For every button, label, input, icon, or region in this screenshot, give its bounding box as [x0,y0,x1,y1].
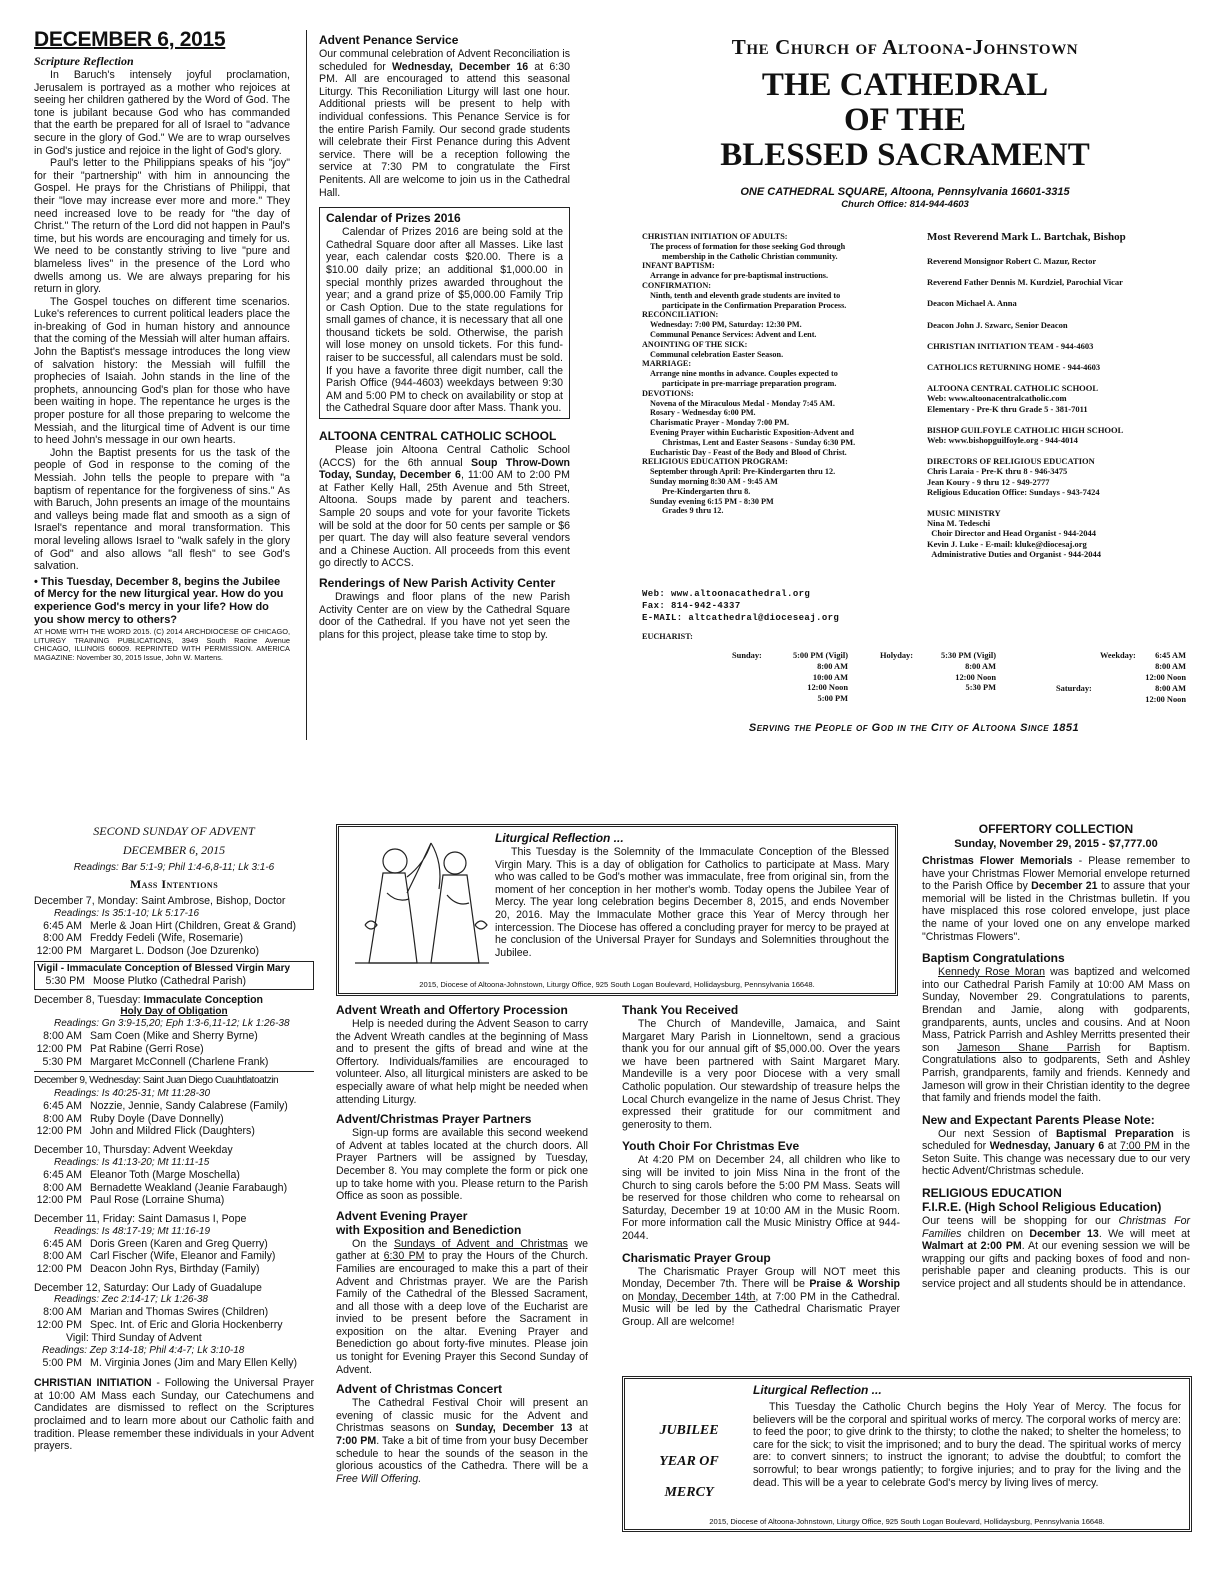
intention-row [34,1182,314,1195]
reflection-paragraph: In Baruch's intensely joyful proclamation, Jerusalem is portrayed as a mother who rejoices at seeing her children gathered by the Word of God. The tone is jubilant because God who has commanded that the earth be prepared for all of Israel to "advance secure in the glory of God." We are to wrap ourselves in God's justice and rejoice in the light of God's glory. [34,69,290,157]
intention-row [34,1263,314,1276]
cathedral-title-line3: BLESSED SACRAMENT [720,137,1090,173]
religious-education-title: RELIGIOUS EDUCATION [922,1186,1062,1201]
liturgical-sunday: SECOND SUNDAY OF ADVENT [93,824,255,838]
sacrament-detail: Evening Prayer within Eucharistic Exposition-Advent and [650,427,854,437]
staff-directory [927,231,1189,570]
sacrament-detail: participate in pre-marriage preparation program. [662,378,837,388]
sacrament-detail: Grades 9 thru 12. [662,506,724,516]
sacrament-detail: Arrange nine months in advance. Couples expected to [650,369,838,379]
church-name: The Church of Altoona-Johnstown [731,35,1079,59]
intention-text: John and Mildred Flick (Daughters) [90,1125,255,1138]
prizes-title: Calendar of Prizes 2016 [326,211,461,226]
mass-time: 6:45 AM [43,919,82,932]
sacrament-detail: Communal Penance Services: Advent and Lent. [650,329,817,339]
intention-text: Marian and Thomas Swires (Children) [90,1306,269,1319]
mass-time: 8:00 AM [43,932,82,945]
mass-time: 12:00 PM [36,1319,82,1332]
youth-choir-text: At 4:20 PM on December 24, all children who like to sing will be invited to join Miss Nina in the front of the Church to sing carols before the 5:00 PM Mass. Seats will be reserved for those children who come to rehearsal on Saturday, December 19 at 10:00 AM in the Music Room. For more information call the Music Ministry Office at 944-2044. [622,1154,900,1242]
intention-row [34,945,314,958]
intention-row [34,932,314,945]
jubilee-line: JUBILEE [659,1423,719,1438]
intention-rows [34,1306,314,1331]
sacraments-list [642,232,922,516]
vigil-box [34,961,314,990]
intention-row [34,1056,314,1069]
intention-text: Nozzie, Jennie, Sandy Calabrese (Family) [90,1100,288,1113]
intention-row [34,1306,314,1319]
liturgical-reflection-text: This Tuesday is the Solemnity of the Immaculate Conception of the Blessed Virgin Mary. This is a day of obligation for Catholics to participate at Mass. Mary who was called to be God's mother was immaculate, free from original sin, from the moment of her conception in her mother's womb. Today opens the Jubilee Year of Mercy. The year long celebration begins December 8, 2015, and ends November 20, 2016. May the Immaculate Mother grace this Year of Mercy through her intercession. The Diocese has offered a concluding prayer for mercy to be prayed at he conclusion of the Universal Prayer for Sundays and Solemnities throughout the Jubilee. [495,846,889,959]
intention-text: Sam Coen (Mike and Sherry Byrne) [90,1030,258,1043]
sunday-readings: Readings: Bar 5:1-9; Phil 1:4-6,8-11; Lk 3:1-6 [73,862,275,873]
sacrament-detail: Rosary - Wednesday 6:00 PM. [650,408,756,418]
parish-fax: Fax: 814-942-4337 [642,601,741,611]
intention-day: December 12, Saturday: Our Lady of Guadalupe [34,1281,262,1294]
intention-row [34,1030,314,1043]
baptism-title: Baptism Congratulations [922,951,1065,966]
saturday-times [1122,684,1186,706]
intention-row [37,975,311,988]
weekday-times [1122,651,1186,683]
intention-row [34,1125,314,1138]
mass-time: 8:00 AM [43,1112,82,1125]
intention-rows [34,1357,314,1370]
sacrament-detail: Ninth, tenth and eleventh grade students are invited to [650,290,841,300]
liturgy-office-credit: 2015, Diocese of Altoona-Johnstown, Liturgy Office, 925 South Logan Boulevard, Hollidaysburg, Pennsylvania 16648. [709,1517,1105,1526]
mass-time: 8:00 AM [43,1181,82,1194]
sacrament-detail: Sunday evening 6:15 PM - 8:30 PM [650,496,774,506]
prayer-partners-title: Advent/Christmas Prayer Partners [336,1112,532,1127]
annunciation-illustration [347,833,497,973]
mass-time: 5:30 PM [965,683,996,693]
reflection-question [34,576,290,626]
staff-entry: MUSIC MINISTRY Nina M. Tedeschi Choir Director and Head Organist - 944-2044 Kevin J. Luke - E-mail: kluke@diocesaj.org Administrative Duties and Organist - 944-2044 [927,508,1102,559]
sacrament-detail: The process of formation for those seeking God through [650,241,846,251]
scripture-column [34,28,290,663]
mass-time: 8:00 AM [965,661,996,671]
sacrament-detail: Arrange in advance for pre-baptismal instructions. [650,271,829,281]
jubilee-reflection-text: This Tuesday the Catholic Church begins the Holy Year of Mercy. The focus for believers will be the corporal and spiritual works of mercy. The corporal works of mercy are: to feed the poor; to give drink to the thirsty; to clothe the naked; to shelter the homeless; to care for the sick; to visit the imprisoned; and to bury the dead. The spiritual works of mercy are: to convert sinners; to instruct the ignorant; to advise the doubtful; to comfort the sorrowful; to bear wrongs patiently; to forgive injuries; and to pray for the living and the dead. This will be a year to celebrate God's mercy by living lives of mercy. [753,1401,1181,1489]
intention-row [34,1238,314,1251]
renderings-text: Drawings and floor plans of the new Parish Activity Center are on view by the Cathedral Square door of the Cathedral. If you have not yet seen the plans for this project, please take time to stop by. [319,590,570,641]
staff-entry: Most Reverend Mark L. Bartchak, Bishop [927,231,1126,243]
intention-day: December 9, Wednesday: Saint Juan Diego Cuauhtlatoatzin [34,1075,279,1087]
staff-entry: Deacon John J. Szwarc, Senior Deacon [927,319,1068,330]
day-readings: Readings: Is 41:13-20; Mt 11:11-15 [54,1156,210,1168]
intention-text: Spec. Int. of Eric and Gloria Hockenberry [90,1319,283,1332]
staff-entry: CHRISTIAN INITIATION TEAM - 944-4603 [927,340,1094,351]
intention-row [34,1043,314,1056]
cathedral-title-line1: THE CATHEDRAL [761,67,1049,103]
mass-time: 12:00 Noon [955,672,996,682]
intention-text: Pat Rabine (Gerri Rose) [90,1042,204,1055]
intention-text: Margaret McConnell (Charlene Frank) [90,1055,269,1068]
evening-prayer-text: On the Sundays of Advent and Christmas we gather at 6:30 PM to pray the Hours of the Church. Families are encouraged to make this a part of their Advent and Christmas prayer. We are the Parish Family of the Cathedral of the Blessed Sacrament, and all those with a deep love of the Eucharist are invied to be present before the Sacrament in exposition on the altar. Evening Prayer and Benediction go about forty-five minutes. Please join us tonight for Evening Prayer this Second Sunday of Advent. [336,1237,589,1376]
sacrament-detail: September through April: Pre-Kindergarten thru 12. [650,467,836,477]
intention-text: Bernadette Weakland (Jeanie Farabaugh) [90,1181,288,1194]
masthead [620,34,1190,211]
mass-time: 6:45 AM [43,1237,82,1250]
bulletin-date: DECEMBER 6, 2015 [34,28,226,51]
parish-tagline: Serving the People of God in the City of Altoona Since 1851 [748,722,1080,734]
mass-time: 6:45 AM [43,1100,82,1113]
charismatic-title: Charismatic Prayer Group [622,1250,771,1265]
sacrament-detail: Communal celebration Easter Season. [650,349,784,359]
jubilee-reflection-title: Liturgical Reflection ... [753,1383,882,1397]
jubilee-logo [639,1415,739,1508]
jubilee-line: YEAR OF [659,1454,719,1469]
reflection-paragraph: Paul's letter to the Philippians speaks of his "joy" for their "partnership" with him in announcing the Gospel. He prays for the Christians of Philippi, that their "love may increase ever more and more." They need increased love to be ready for "the day of Christ." The return of the Lord did not happen in Paul's time, but his words are encouraging and timely for us. We need to be constantly striving to live "pure and blameless lives" in the presence of the Lord who dwells among us. We are always preparing for his return in glory. [34,157,290,296]
jubilee-reflection-box [622,1376,1192,1532]
sacrament-heading: CHRISTIAN INITIATION OF ADULTS: [642,232,788,241]
mass-time: 5:30 PM (Vigil) [940,651,996,660]
mass-time: 12:00 PM [36,1263,82,1276]
evening-prayer-title: Advent Evening Prayer [336,1208,468,1223]
mass-time: 12:00 Noon [1145,694,1186,704]
sunday-times [772,651,848,705]
sacrament-detail: participate in the Confirmation Preparation Process. [662,300,847,310]
offertory-title: OFFERTORY COLLECTION [978,822,1134,836]
mass-time: 5:00 PM [817,694,848,704]
sacrament-detail: Wednesday: 7:00 PM, Saturday: 12:30 PM. [650,320,802,330]
mass-time: 6:45 AM [43,1168,82,1181]
concert-text: The Cathedral Festival Choir will present an evening of classic music for the Advent and Christmas seasons on Sunday, December 13 at 7:00 PM. Take a bit of time from your busy December schedule to hear the sounds of the season in the glorious acoustics of the Cathedra. There will be a Free Will Offering. [336,1397,589,1485]
intention-rows [34,1100,314,1138]
announcements-column [319,33,570,641]
renderings-title: Renderings of New Parish Activity Center [319,575,556,590]
parish-website[interactable]: Web: www.altoonacathedral.org [642,589,811,599]
sacrament-detail: Sunday morning 8:30 AM - 9:45 AM [650,476,778,486]
sacrament-heading: MARRIAGE: [642,359,692,369]
sacrament-heading: INFANT BAPTISM: [642,261,715,271]
intention-row [34,1194,314,1207]
concert-title: Advent of Christmas Concert [336,1382,503,1397]
sacrament-heading: RECONCILIATION: [642,310,719,320]
accs-title: ALTOONA CENTRAL CATHOLIC SCHOOL [319,429,557,444]
day-readings: Readings: Is 40:25-31; Mt 11:28-30 [54,1088,211,1100]
christian-initiation-note: CHRISTIAN INITIATION - Following the Universal Prayer at 10:00 AM Mass each Sunday, our Catechumens and Candidates are dismissed to reflect on the Scriptures proclaimed and to learn more about our Catholic faith and tradition. Please remember these individuals in your Advent prayers. [34,1377,314,1453]
fire-text: Our teens will be shopping for our Christmas For Families children on December 13. We will meet at Walmart at 2:00 PM. At our evening session we will be wrapping our gifts and packing boxes of food and non-perishable paper and cleaning products. This is our service project and all students should be in attendance. [922,1215,1191,1291]
intention-text: Margaret L. Dodson (Joe Dzurenko) [90,945,259,958]
intention-row [34,1113,314,1126]
day-readings: Readings: Is 48:17-19; Mt 11:16-19 [54,1225,211,1237]
intention-row [34,920,314,933]
prizes-text: Calendar of Prizes 2016 are being sold at the Cathedral Square door after all Masses. Like last year, each calendar costs $20.00. There is a $10.00 daily prize; an additional $1,000.00 in special monthly prizes awarded throughout the year; and a grand prize of $5,000.00 Family Trip or Cash Option. Due to the state regulations for small games of chance, it is necessary that all one thousand tickets be sold. Otherwise, the parish will lose money on unsold tickets. For this fund-raiser to be successful, all calendars must be sold. If you have a favorite three digit number, call the Parish Office (944-4603) weekdays between 9:30 AM and 5:00 PM to check on availability or stop at the Cathedral Square door after Mass. Thank you. [326,226,563,415]
mass-time: 12:00 Noon [807,683,848,693]
mass-time: 8:00 AM [817,661,848,671]
mass-time: 5:30 PM [42,1055,82,1068]
mass-time: 8:00 AM [43,1306,82,1319]
intention-row [34,1169,314,1182]
mass-time: 5:00 PM [42,1356,82,1369]
mass-time: 5:30 PM [45,974,85,987]
intention-rows [34,1030,314,1068]
intention-day: December 8, Tuesday: Immaculate Conception [34,993,264,1006]
charismatic-text: The Charismatic Prayer Group will NOT meet this Monday, December 7th. There will be Praise & Worship on Monday, December 14th, at 7:00 PM in the Cathedral. Music will be led by the Cathedral Charismatic Prayer Group. All are welcome! [622,1265,901,1328]
day-readings: Readings: Zec 2:14-17; Lk 1:26-38 [54,1294,208,1306]
wreath-text: Help is needed during the Advent Season to carry the Advent Wreath candles at the beginning of Mass and to present the gifts of bread and wine at the Offertory. Individuals/families are encouraged to volunteer. Also, all liturgical ministers are asked to be especially aware of what help might be needed when attending Liturgy. [336,1018,588,1106]
sacrament-detail: Novena of the Miraculous Medal - Monday 7:45 AM. [650,398,835,408]
saturday-label: Saturday: [1056,684,1092,693]
intention-row [34,1319,314,1332]
penance-title: Advent Penance Service [319,33,459,47]
staff-entry: ALTOONA CENTRAL CATHOLIC SCHOOL Web: www.altoonacentralcatholic.com Elementary - Pre-K thru Grade 5 - 381-7011 [927,383,1099,414]
penance-text: Our communal celebration of Advent Reconciliation is scheduled for Wednesday, December 16 at 6:30 PM. All are encouraged to attend this seasonal Liturgy. This Reconiliation Liturgy will last one hour. Additional priests will be present to help with individual confessions. This Penance Service is for the entire Parish Family. Our second grade students will celebrate their First Penance during this Advent service. There will be a reception following the service at 7:30 PM to congratulate the First Penitents. All are welcome to join us in the Cathedral Hall. [319,48,570,199]
mass-time: 12:00 PM [36,945,82,958]
mass-intentions-title: Mass Intentions [129,877,219,891]
mass-time: 12:00 Noon [1145,672,1186,682]
reflection-paragraph: John the Baptist presents for us the task of the people of God in response to the coming of the Messiah. John tells the people to prepare with "a baptism of repentance for the forgiveness of sins." As with Baruch, John presents an image of the mountains and valleys being made flat and smooth as a sign of Israel's repentance and moral transformation. This moral leveling allows Israel to "walk safely in the glory of God" and also allows "all flesh" to see God's salvation. [34,446,290,573]
divider [34,1071,314,1072]
expectant-parents-title: New and Expectant Parents Please Note: [922,1112,1155,1127]
parish-news-column [622,1003,900,1328]
mass-time: 5:00 PM (Vigil) [792,651,848,660]
sacrament-heading: DEVOTIONS: [642,388,694,398]
vigil-heading: Vigil - Immaculate Conception of Blessed Virgin Mary [37,962,291,974]
intention-text: Eleanor Toth (Marge Moschella) [90,1168,240,1181]
youth-choir-title: Youth Choir For Christmas Eve [622,1139,800,1154]
accs-text: Please join Altoona Central Catholic School (ACCS) for the 6th annual Soup Throw-Down Today, Sunday, December 6, 11:00 AM to 2:00 PM at Father Kelly Hall, 25th Avenue and 5th Street, Altoona. Soups made by parent and teachers. Sample 20 soups and vote for your favorite Tickets will be sold at the door for 50 cents per sample or $6 per quart. The day will also feature several vendors and a Chinese Auction. All proceeds from this event go directly to ACCS. [319,444,570,570]
parish-address: ONE CATHEDRAL SQUARE, Altoona, Pennsylvania 16601-3315 [740,186,1070,198]
day-readings: Readings: Gn 3:9-15,20; Eph 1:3-6,11-12; Lk 1:26-38 [54,1018,290,1030]
jubilee-line: MERCY [664,1485,714,1500]
church-office-phone: Church Office: 814-944-4603 [841,199,969,210]
advent-activities-column [336,1003,588,1485]
reflection-paragraph: The Gospel touches on different time scenarios. Luke's references to current political leaders place the in-breaking of God in human history and announce that the coming of the Messiah will alter human affairs. John the Baptist's message introduces the long view of salvation history: the Messiah will fulfill the prophecies of Isaiah. John stands in the line of the prophets, announcing God's plan for those who have been waiting in hope. The repentance he urges is the proper posture for all those preparing to welcome the Messiah, and the liturgical time of Advent is our time to heed John's message in our own hearts. [34,295,290,447]
cathedral-title-line2: OF THE [844,102,966,138]
intention-text: Merle & Joan Hirt (Children, Great & Grand) [90,919,297,932]
intention-text: Carl Fischer (Wife, Eleanor and Family) [90,1250,276,1263]
fire-subtitle: F.I.R.E. (High School Religious Education) [922,1200,1162,1215]
intention-rows [34,920,314,958]
sacrament-heading: RELIGIOUS EDUCATION PROGRAM: [642,457,788,467]
intention-text: Doris Green (Karen and Greg Querry) [90,1237,268,1250]
offertory-amount: Sunday, November 29, 2015 - $7,777.00 [954,838,1158,850]
sacrament-detail: Pre-Kindergarten thru 8. [662,486,751,496]
question-text: This Tuesday, December 8, begins the Jubilee of Mercy for the new liturgical year. How do you experience God's mercy in your life? How do you show mercy to others? [34,575,284,626]
sacrament-heading: ANOINTING OF THE SICK: [642,339,748,349]
staff-entry: BISHOP GUILFOYLE CATHOLIC HIGH SCHOOL Web: www.bishopguilfoyle.org - 944-4014 [927,424,1124,446]
holy-day-obligation: Holy Day of Obligation [120,1006,228,1018]
column-divider [306,30,307,740]
liturgical-reflection-box [336,824,898,996]
expectant-parents-text: Our next Session of Baptismal Preparation is scheduled for Wednesday, January 6 at 7:00 PM in the Seton Suite. This change was necessary due to our very hectic Advent/Christmas schedule. [922,1127,1191,1178]
mass-time: 12:00 PM [36,1194,82,1207]
intention-row [34,1100,314,1113]
wreath-title: Advent Wreath and Offertory Procession [336,1003,568,1017]
intention-text: Deacon John Rys, Birthday (Family) [90,1263,260,1276]
contact-info [642,588,922,624]
staff-entry: DIRECTORS OF RELIGIOUS EDUCATION Chris Laraia - Pre-K thru 8 - 946-3475 Jean Koury - 9 thru 12 - 949-2777 Religious Education Office: Sundays - 943-7424 [927,456,1100,497]
liturgy-office-credit: 2015, Diocese of Altoona-Johnstown, Liturgy Office, 925 South Logan Boulevard, Hollidaysburg, Pennsylvania 16648. [419,980,815,989]
sunday-label: Sunday: [732,651,762,660]
liturgical-reflection-title: Liturgical Reflection ... [495,831,624,845]
eucharist-schedule [642,632,1190,712]
day-readings: Readings: Is 35:1-10; Lk 5:17-16 [54,907,200,919]
sacrament-detail: Christmas, Lent and Easter Seasons - Sunday 6:30 PM. [662,437,856,447]
vigil-third-sunday: Vigil: Third Sunday of Advent [66,1331,202,1344]
mass-time: 8:00 AM [43,1030,82,1043]
calendar-prizes-box [319,207,570,419]
intention-text: Freddy Fedeli (Wife, Rosemarie) [90,932,244,945]
mass-time: 8:00 AM [43,1250,82,1263]
intention-row [34,1357,314,1370]
reflection-credit: AT HOME WITH THE WORD 2015. (C) 2014 ARCHDIOCESE OF CHICAGO, LITURGY TRAINING PUBLICATIONS, 3949 South Racine Avenue CHICAGO, ILLINOIS 60609. REPRINTED WITH PERMISSION. AMERICA MAGAZINE: November 30, 2015 Issue, John W. Martens. [34,627,290,662]
holyday-times [904,651,996,694]
evening-prayer-subtitle: with Exposition and Benediction [336,1222,522,1237]
mass-time: 6:45 AM [1155,651,1186,660]
holyday-label: Holyday: [880,651,914,660]
intention-day: December 10, Thursday: Advent Weekday [34,1144,233,1157]
intention-row [34,1250,314,1263]
bullet-icon: • [34,575,41,588]
prayer-partners-text: Sign-up forms are available this second weekend of Advent at tables located at the church doors. All Prayer Partners will be assigned by Tuesday, December 8. You may complete the form or pick one up to take home with you. Please return to the Parish Office as soon as possible. [336,1127,588,1203]
thank-you-title: Thank You Received [622,1003,739,1017]
mass-time: 8:00 AM [1155,661,1186,671]
intention-text: Ruby Doyle (Dave Donnelly) [90,1112,224,1125]
mass-time: 8:00 AM [1155,684,1186,693]
sacrament-detail: Eucharistic Day - Feast of the Body and Blood of Christ. [650,447,847,457]
sacrament-heading: CONFIRMATION: [642,280,711,290]
christmas-flowers-text: Christmas Flower Memorials - Please remember to have your Christmas Flower Memorial envelope returned to the Parish Office by December 21 to assure that your memorial will be listed in the Christmas bulletin. If you have misplaced this rose colored envelope, just place the name of your loved one on any envelope marked "Christmas Flowers". [922,855,1190,943]
intention-day: December 7, Monday: Saint Ambrose, Bishop, Doctor [34,895,286,907]
staff-entry: Reverend Father Dennis M. Kurdziel, Parochial Vicar [927,277,1123,288]
mass-time: 12:00 PM [36,1125,82,1138]
offertory-column [922,822,1190,1291]
scripture-reflection-title: Scripture Reflection [34,54,134,68]
intention-rows [34,1169,314,1207]
sacrament-detail: Charismatic Prayer - Monday 7:00 PM. [650,418,790,428]
staff-entry: Reverend Monsignor Robert C. Mazur, Rector [927,256,1097,266]
intention-rows [37,975,311,988]
staff-entry: CATHOLICS RETURNING HOME - 944-4603 [927,362,1101,373]
intention-text: Moose Plutko (Cathedral Parish) [93,974,247,987]
parish-email[interactable]: E-MAIL: altcathedral@dioceseaj.org [642,613,840,623]
baptism-text: Kennedy Rose Moran was baptized and welcomed into our Cathedral Parish Family at 10:00 AM Mass on Sunday, November 29. Congratulations to parents, Brendan and Jamie, along with godparents, grandparents, aunts, uncles and cousins. And at Noon Mass, Patrick Parrish and Ashley Merritts presented their son Jameson Shane Parrish for Baptism. Congratulations also to godparents, Seth and Ashley Parrish, grandparents, family and friends. Kennedy and Jameson will grow in their Christian identity to the degree that family and friends model the faith. [922,966,1191,1105]
mass-intentions-column [34,823,314,1453]
mass-time: 12:00 PM [36,1042,82,1055]
intention-text: Paul Rose (Lorraine Shuma) [90,1194,225,1207]
intention-day: December 11, Friday: Saint Damasus I, Pope [34,1212,247,1225]
sacrament-detail: membership in the Catholic Christian community. [662,251,838,261]
eucharist-title: EUCHARIST: [642,632,693,641]
intention-rows [34,1238,314,1276]
day-readings: Readings: Zep 3:14-18; Phil 4:4-7; Lk 3:10-18 [42,1344,245,1356]
weekday-label: Weekday: [1100,651,1136,660]
staff-entry: Deacon Michael A. Anna [927,298,1017,309]
intention-text: M. Virginia Jones (Jim and Mary Ellen Kelly) [90,1356,298,1369]
thank-you-text: The Church of Mandeville, Jamaica, and Saint Margaret Mary Parish in Lionneltown, send a gracious thank you for our annual gift of $5,000.00. Over the years we have been partnered with Saint Margaret Mary. Mandeville is a very poor Diocese with a very small Catholic population. Our stewardship of treasure helps the Local Church evangelize in the name of Jesus Christ. They expressed their gratitude for our commitment and generosity to them. [622,1018,900,1131]
mass-time: 10:00 AM [812,672,848,682]
sunday-date: DECEMBER 6, 2015 [122,843,226,857]
